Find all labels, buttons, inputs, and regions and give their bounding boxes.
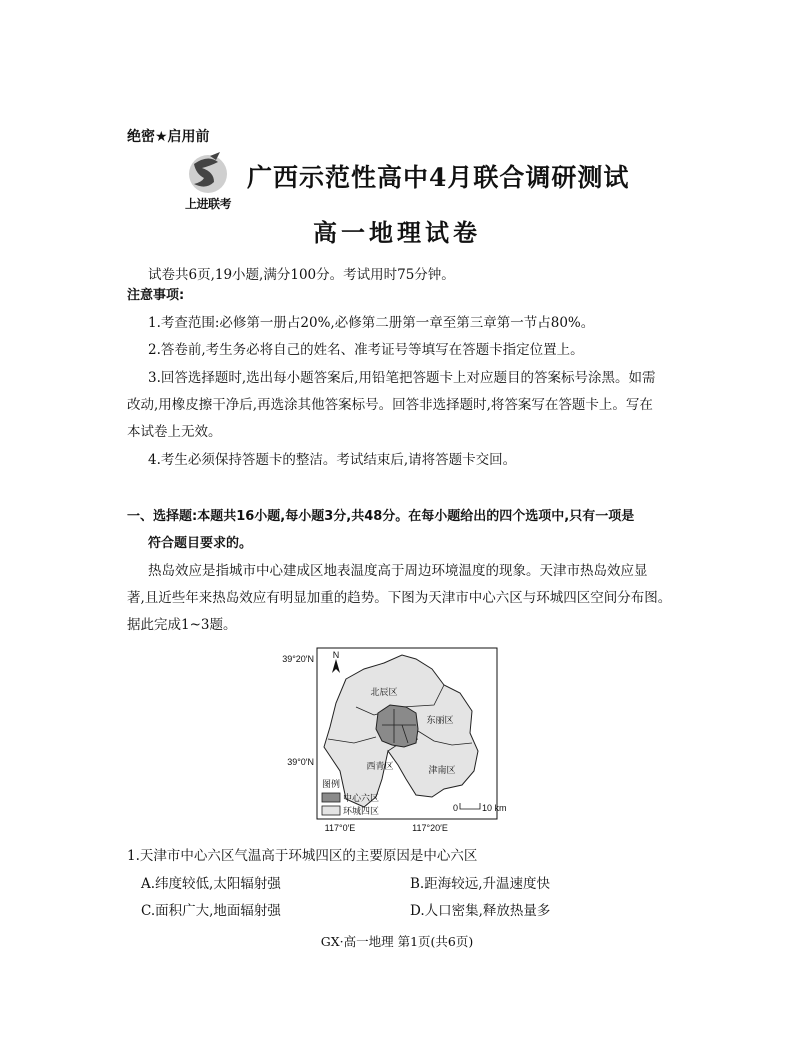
question-option-c: C.面积广大,地面辐射强 [141,903,281,919]
question-option-d: D.人口密集,释放热量多 [410,903,551,919]
lat-label-bottom: 39°0′N [287,757,314,767]
notice-item: 3.回答选择题时,选出每小题答案后,用铅笔把答题卡上对应题目的答案标号涂黑。如需 [148,370,656,386]
legend-center-swatch [322,793,340,802]
north-arrow-icon [332,659,340,673]
legend-ring-swatch [322,806,340,815]
passage-line: 据此完成1~3题。 [127,617,237,633]
logo-emblem-icon [180,150,236,196]
notice-item: 1.考查范围:必修第一册占20%,必修第二册第一章至第三章第一节占80%。 [148,315,595,331]
label-xiqing: 西青区 [366,761,394,771]
secret-label: 绝密★启用前 [127,129,210,145]
center-districts-area [376,705,418,747]
question-option-a: A.纬度较低,太阳辐射强 [141,876,281,892]
label-beichen: 北辰区 [370,687,398,697]
scale-bar [460,803,480,809]
logo-text: 上进联考 [184,197,231,211]
tianjin-district-map [282,647,507,837]
subject-title: 高一地理试卷 [313,219,481,247]
exam-logo [180,150,236,210]
question-option-b: B.距海较远,升温速度快 [410,876,551,892]
section-heading-continued: 符合题目要求的。 [148,536,253,551]
legend-center-label: 中心六区 [343,793,380,803]
lon-label-right: 117°20′E [412,823,448,833]
label-jinnan: 津南区 [428,765,456,775]
legend-ring-label: 环城四区 [343,806,380,816]
section-heading: 一、选择题:本题共16小题,每小题3分,共48分。在每小题给出的四个选项中,只有一项是 [127,509,635,524]
page-footer: GX·高一地理 第1页(共6页) [320,934,474,949]
scale-label: 10 km [482,803,507,813]
lon-label-left: 117°0′E [324,823,356,833]
passage-line: 著,且近些年来热岛效应有明显加重的趋势。下图为天津市中心六区与环城四区空间分布图。 [127,590,672,606]
north-label: N [332,650,340,660]
notice-item: 4.考生必须保持答题卡的整洁。考试结束后,请将答题卡交回。 [148,452,517,468]
lat-label-top: 39°20′N [282,654,314,664]
scale-zero: 0 [452,803,458,813]
notice-item-continued: 本试卷上无效。 [127,424,222,440]
question-stem: 1.天津市中心六区气温高于环城四区的主要原因是中心六区 [127,848,478,864]
passage-line: 热岛效应是指城市中心建成区地表温度高于周边环境温度的现象。天津市热岛效应显 [148,563,648,579]
legend-title: 图例 [322,779,341,789]
exam-title: 广西示范性高中4月联合调研测试 [247,163,630,192]
label-dongli: 东丽区 [426,715,454,725]
notice-heading: 注意事项: [127,288,185,303]
exam-intro: 试卷共6页,19小题,满分100分。考试用时75分钟。 [148,267,455,283]
notice-item-continued: 改动,用橡皮擦干净后,再选涂其他答案标号。回答非选择题时,将答案写在答题卡上。写在 [127,397,653,413]
notice-item: 2.答卷前,考生务必将自己的姓名、准考证号等填写在答题卡指定位置上。 [148,342,584,358]
